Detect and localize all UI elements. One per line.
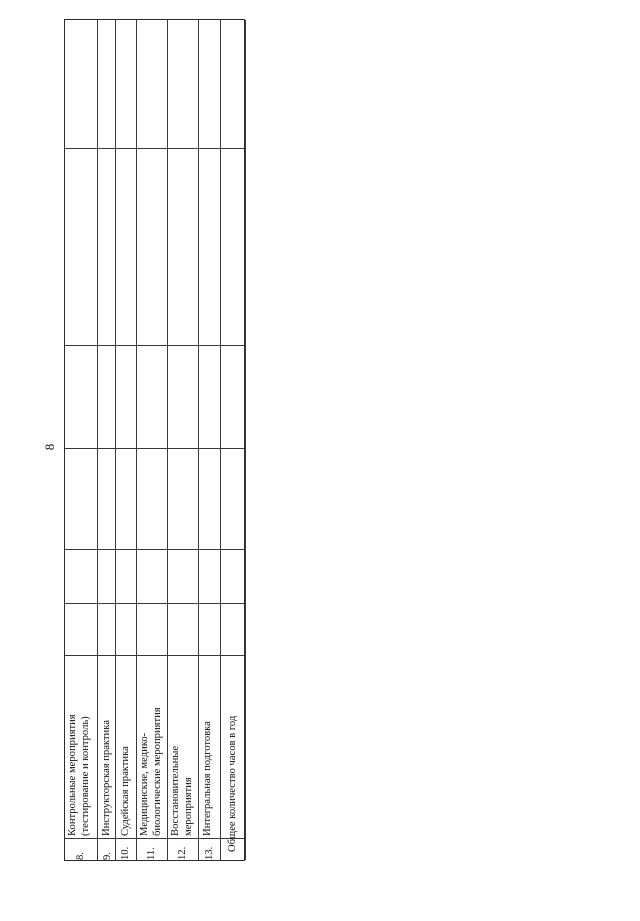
row-number: 9. — [102, 852, 113, 860]
page-number-text: 8 — [41, 443, 57, 451]
table-row — [116, 20, 137, 860]
row-label — [120, 746, 133, 836]
row-number: 13. — [204, 846, 215, 860]
rotated-table — [64, 19, 245, 861]
column-divider — [65, 148, 244, 149]
row-number: 11. — [146, 847, 157, 860]
row-label — [101, 720, 114, 836]
row-label — [202, 721, 215, 836]
row-label-line: Интегральная подготовка — [202, 721, 213, 836]
column-divider — [65, 655, 244, 656]
row-label-line: Инструкторская практика — [101, 720, 112, 836]
row-label — [67, 714, 92, 836]
row-label — [170, 746, 195, 836]
column-divider — [65, 448, 244, 449]
row-label-line: (тестирование и контроль) — [79, 716, 91, 836]
column-divider — [65, 345, 244, 346]
row-label-line: биологические мероприятия — [151, 707, 163, 836]
table-row — [168, 20, 199, 860]
row-label — [139, 707, 164, 836]
row-number: 8. — [75, 852, 86, 860]
column-divider — [65, 549, 244, 550]
row-label-line: Контрольные мероприятия — [67, 714, 78, 836]
row-label-line: Судейская практика — [120, 746, 131, 836]
column-divider — [65, 603, 244, 604]
page-number — [38, 439, 60, 455]
column-divider — [65, 838, 244, 839]
row-label-line: мероприятия — [182, 777, 194, 836]
total-label: Общее количество часов в год — [227, 715, 238, 852]
row-label-line: Восстановительные — [170, 745, 181, 836]
row-number: 10. — [120, 846, 131, 860]
row-number: 12. — [177, 846, 188, 860]
row-label-line: Медицинские, медико- — [139, 732, 150, 836]
